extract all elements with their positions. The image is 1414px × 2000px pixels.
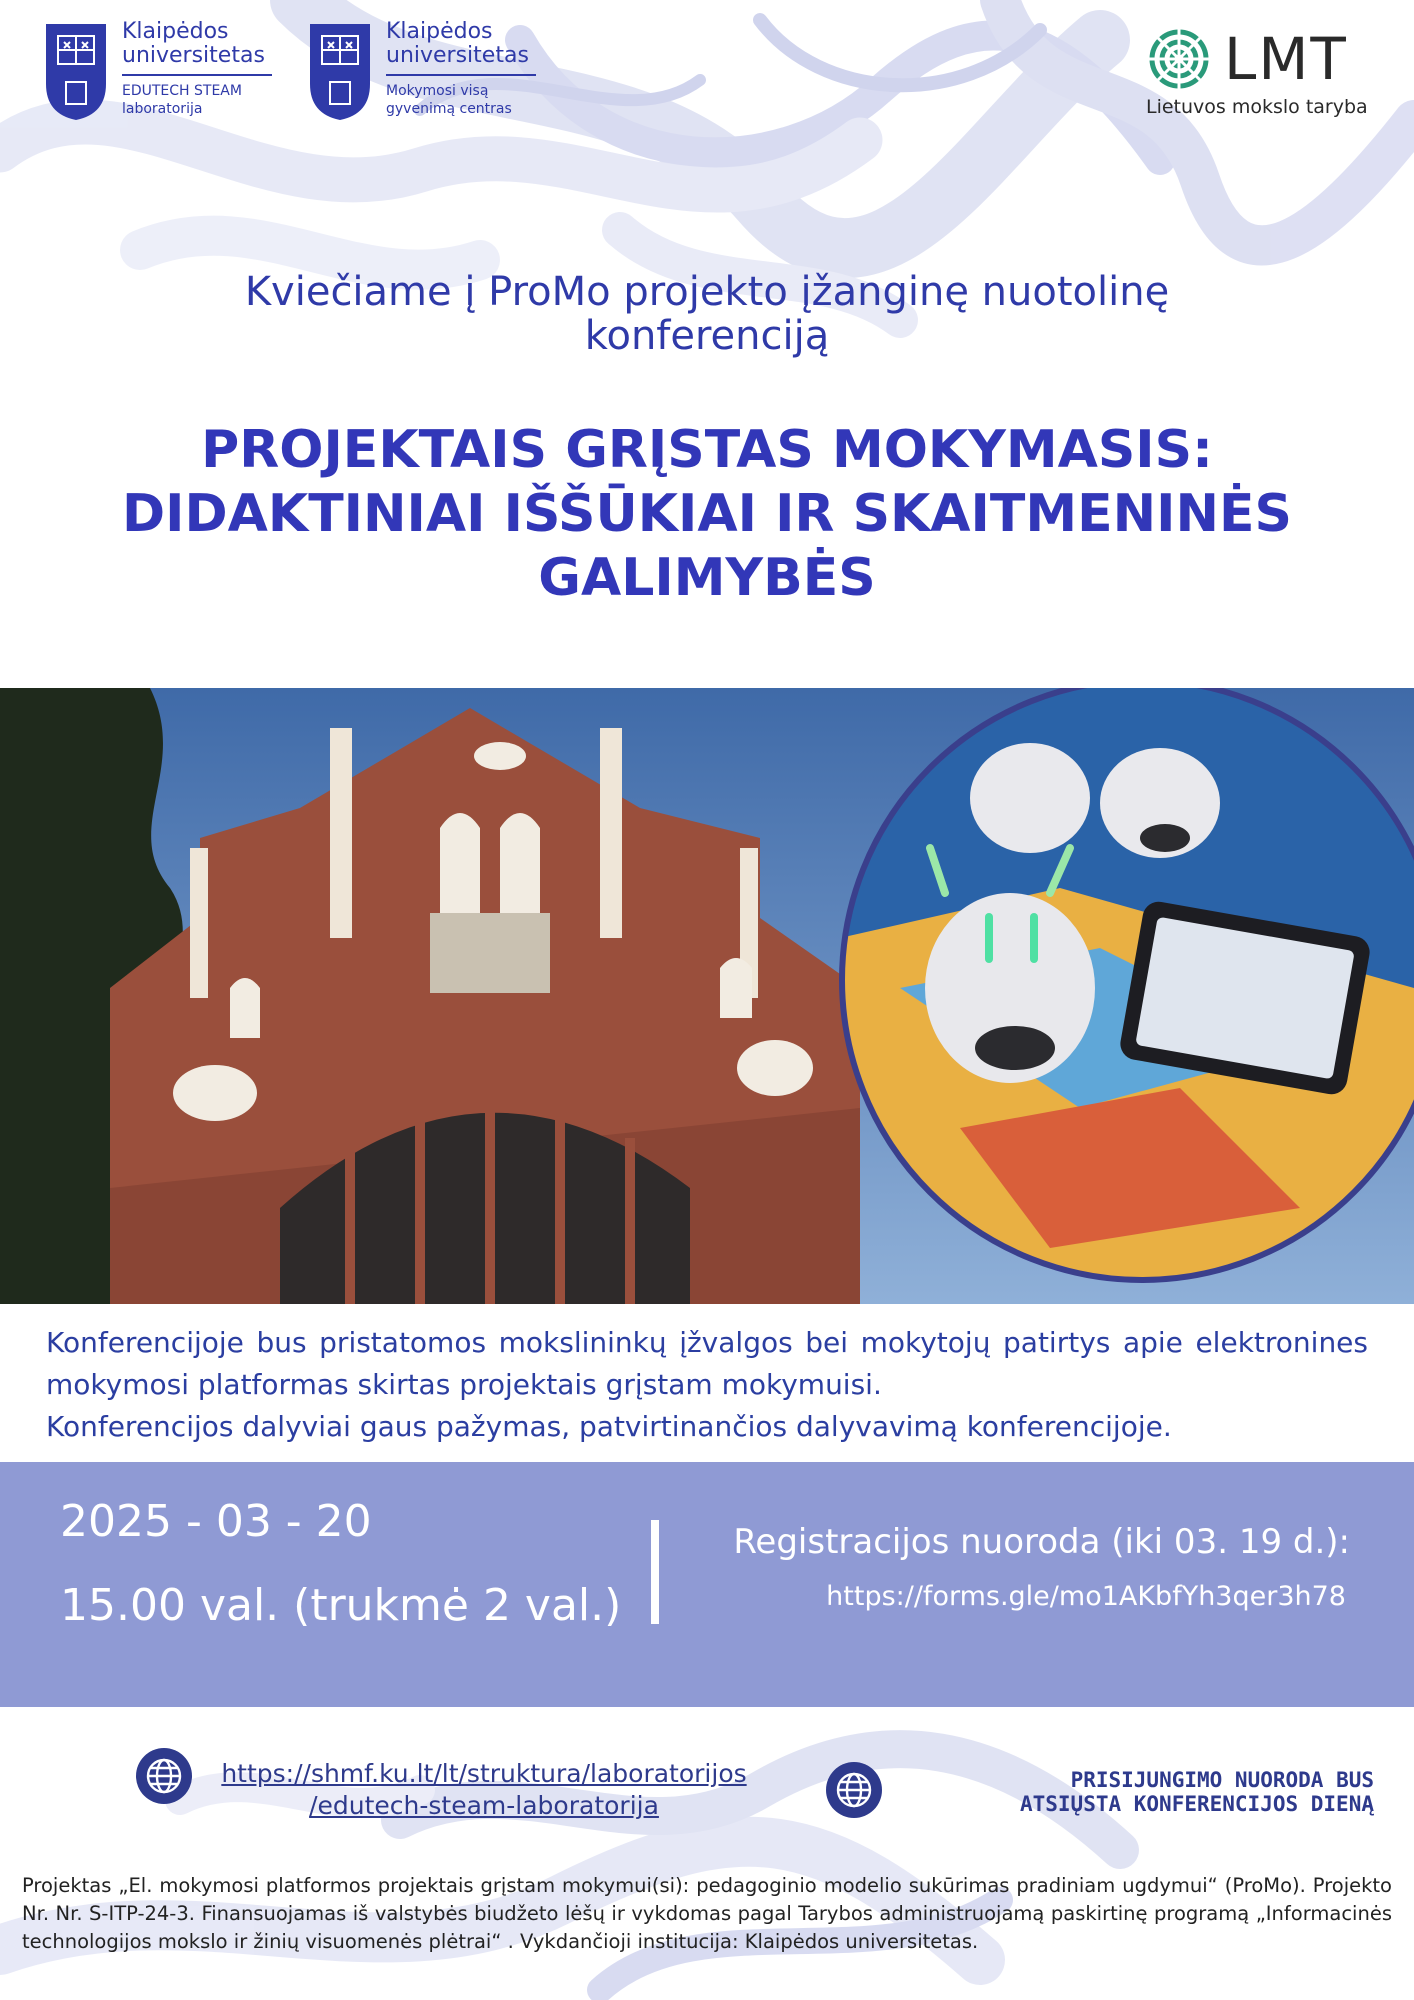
ku-name: Klaipėdos universitetas [386,19,529,68]
title-line-2: DIDAKTINIAI IŠŠŪKIAI IR SKAITMENINĖS [122,484,1292,544]
lmt-rosette-icon [1146,26,1212,92]
notice-line-1: PRISIJUNGIMO NUORODA BUS [1070,1768,1374,1792]
ku-unit-name: EDUTECH STEAM laboratorija [122,82,242,117]
university-shield-icon [308,22,372,122]
description-paragraph-1: Konferencijoje bus pristatomos mokslininkų įžvalgos bei mokytojų patirtys apie elektronines mokymosi platformas skirtas projektais grįstam mokymuisi. [46,1326,1368,1401]
conference-description [46,1322,1368,1448]
ku-name: Klaipėdos universitetas [122,19,265,68]
intro-line-2: konferenciją [584,313,830,359]
lmt-letters: LMT [1224,25,1348,93]
join-link-notice [900,1768,1374,1816]
ku-lifelong-center-logo [308,19,536,122]
event-info-band [0,1462,1414,1707]
project-funding-note: Projektas „El. mokymosi platformos projektais grįstam mokymui(si): pedagoginio modelio sukūrimas pradiniam ugdymui“ (ProMo). Projekto Nr. Nr. S-ITP-24-3. Finansuojamas iš valstybės biudžeto lėšų ir vykdomas pagal Tarybos administruojamą paskirtinę programą „Informacinės technologijos mokslo ir žinių visuomenės plėtrai“ . Vykdančioji institucija: Klaipėdos universitetas. [22,1874,1392,1953]
event-time: 15.00 val. (trukmė 2 val.) [60,1580,622,1631]
band-divider [651,1520,659,1624]
lmt-full-name: Lietuvos mokslo taryba [1146,96,1368,118]
intro-line-1: Kviečiame į ProMo projekto įžanginę nuotolinę [244,269,1170,315]
title-line-1: PROJEKTAIS GRĮSTAS MOKYMASIS: [201,420,1213,480]
intro-heading [0,270,1414,358]
photo-collage [0,688,1414,1304]
notice-line-2: ATSIŲSTA KONFERENCIJOS DIENĄ [1019,1792,1374,1816]
globe-icon [136,1748,192,1804]
ku-edutech-logo [44,19,272,122]
title-line-3: GALIMYBĖS [538,548,876,608]
lab-website-link[interactable] [204,1758,764,1822]
lmt-logo [1146,26,1376,118]
university-building-photo [0,688,1414,1304]
globe-icon [826,1762,882,1818]
event-date: 2025 - 03 - 20 [60,1496,372,1547]
ku-unit-name: Mokymosi visą gyvenimą centras [386,82,512,117]
registration-label: Registracijos nuoroda (iki 03. 19 d.): [733,1522,1350,1562]
registration-link[interactable]: https://forms.gle/mo1AKbfYh3qer3h78 [826,1581,1346,1612]
university-shield-icon [44,22,108,122]
lab-url-line-2[interactable]: /edutech-steam-laboratorija [309,1791,659,1820]
description-paragraph-2: Konferencijos dalyviai gaus pažymas, patvirtinančios dalyvavimą konferencijoje. [46,1410,1172,1443]
lab-url-line-1[interactable]: https://shmf.ku.lt/lt/struktura/laboratorijos [221,1759,747,1788]
conference-title [0,418,1414,610]
